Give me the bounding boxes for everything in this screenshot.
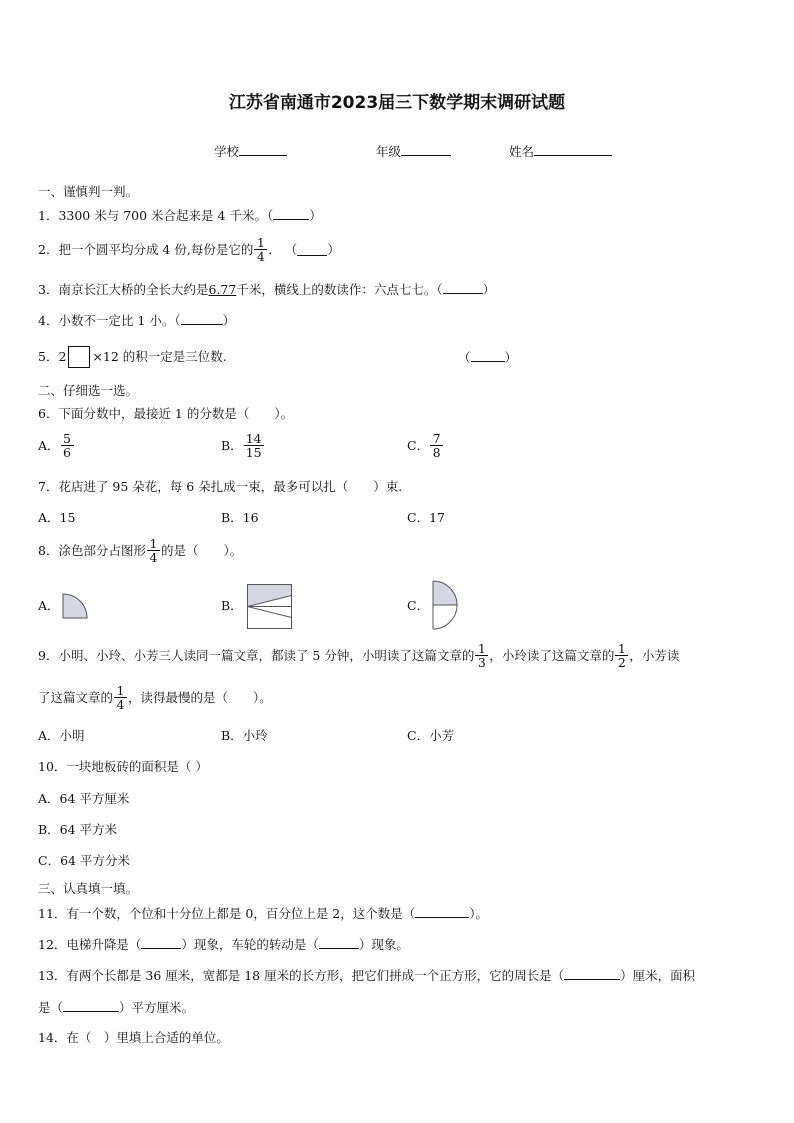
- q2-answer-blank[interactable]: [297, 243, 327, 256]
- q6-option-c-fraction: [431, 432, 442, 459]
- q13-answer-blank-1[interactable]: [564, 967, 620, 980]
- q6-c-denominator: 8: [432, 445, 441, 460]
- name-field: [509, 142, 612, 160]
- q6-b-denominator: 15: [245, 445, 262, 460]
- school-blank[interactable]: [239, 142, 287, 156]
- q9-text-2: ，小玲读了这篇文章的: [489, 647, 615, 663]
- question-6: 6．下面分数中，最接近 1 的分数是（ ）。: [38, 406, 294, 421]
- q9-f3-denominator: 4: [116, 697, 125, 712]
- q3-underlined-value: 6.77: [208, 282, 237, 297]
- name-blank[interactable]: [534, 142, 612, 156]
- q13-text-2: ）厘米，面积: [620, 968, 696, 983]
- q9-option-c[interactable]: C．小芳: [407, 728, 455, 743]
- question-3: [38, 281, 495, 298]
- question-11: [38, 905, 488, 922]
- q11-post: ）。: [469, 906, 489, 921]
- q8-option-b-label[interactable]: B．: [221, 598, 243, 613]
- q3-post: 千米，横线上的数读作：六点七七。（: [236, 282, 443, 297]
- q10-option-a[interactable]: A．64 平方厘米: [38, 791, 130, 806]
- q6-option-b-label: B．: [221, 437, 243, 453]
- q1-answer-blank[interactable]: [273, 207, 309, 220]
- q3-answer-blank[interactable]: [443, 281, 483, 294]
- q11-answer-blank[interactable]: [415, 905, 469, 918]
- question-12: [38, 936, 409, 953]
- q8-denominator: 4: [149, 550, 158, 565]
- q6-option-a[interactable]: [38, 432, 75, 459]
- question-5: [38, 346, 227, 368]
- q9-f3-numerator: 1: [116, 683, 125, 698]
- q6-b-numerator: 14: [245, 431, 262, 446]
- q3-text: 3．南京长江大桥的全长大约是: [38, 282, 209, 297]
- q4-close: ）: [222, 313, 236, 328]
- q13-answer-blank-2[interactable]: [63, 999, 119, 1012]
- section-heading-2: 二、仔细选一选。: [38, 383, 139, 398]
- section-heading-1: 一、谨慎判一判。: [38, 184, 139, 199]
- page-title: 江苏省南通市2023届三下数学期末调研试题: [228, 93, 566, 113]
- question-4: [38, 312, 235, 329]
- q13-text-3: 是（: [38, 1000, 64, 1015]
- q8-fraction: [148, 537, 159, 564]
- q2-post: ． （: [268, 241, 298, 257]
- q10-option-c[interactable]: C．64 平方分米: [38, 853, 130, 868]
- name-label: 姓名: [509, 144, 535, 159]
- q8-option-a-quarter-circle-figure[interactable]: [62, 593, 88, 619]
- q5-close: ）: [504, 350, 518, 365]
- q12-answer-blank-2[interactable]: [319, 936, 359, 949]
- q13-text-1: 13．有两个长都是 36 厘米，宽都是 18 厘米的长方形，把它们拼成一个正方形，它的周长是（: [38, 968, 565, 983]
- q7-option-b[interactable]: B．16: [221, 510, 259, 525]
- q5-answer: [458, 349, 517, 366]
- q8-post: 的是（ ）。: [160, 542, 243, 558]
- q9-text-3: ，小芳读: [629, 647, 680, 663]
- q9-f1-numerator: 1: [477, 641, 486, 656]
- q2-denominator: 4: [256, 249, 265, 264]
- q9-option-b[interactable]: B．小玲: [221, 728, 268, 743]
- section-heading-3: 三、认真填一填。: [38, 881, 139, 896]
- q9-option-a[interactable]: A．小明: [38, 728, 85, 743]
- q8-option-c-semicircle-figure[interactable]: [431, 580, 461, 632]
- question-8: [38, 537, 242, 564]
- q12-text-3: ）现象。: [358, 937, 409, 952]
- q6-option-b-fraction: [245, 432, 263, 459]
- q1-text: 1．3300 米与 700 米合起来是 4 千米。（: [38, 208, 274, 223]
- q9-f2-denominator: 2: [617, 655, 626, 670]
- q6-option-c-label: C．: [407, 437, 430, 453]
- q5-text: 5．2: [38, 349, 67, 364]
- q6-option-a-label: A．: [38, 437, 60, 453]
- q9-text-5: ，读得最慢的是（ ）。: [128, 689, 272, 705]
- grade-blank[interactable]: [401, 142, 451, 156]
- q8-numerator: 1: [149, 536, 158, 551]
- q9-f1-denominator: 3: [477, 655, 486, 670]
- question-7: 7．花店进了 95 朵花，每 6 朵扎成一束，最多可以扎（ ）束.: [38, 479, 403, 494]
- q12-answer-blank-1[interactable]: [141, 936, 181, 949]
- q3-close: ）: [482, 282, 496, 297]
- q7-option-c[interactable]: C．17: [407, 510, 445, 525]
- q2-text: 2．把一个圆平均分成 4 份,每份是它的: [38, 241, 254, 257]
- q4-text: 4．小数不一定比 1 小。（: [38, 313, 181, 328]
- q7-option-a[interactable]: A．15: [38, 510, 76, 525]
- q11-text: 11．有一个数，个位和十分位上都是 0，百分位上是 2，这个数是（: [38, 906, 416, 921]
- q9-fraction-1: [476, 642, 487, 669]
- q8-text: 8．涂色部分占图形: [38, 542, 146, 558]
- question-9-line-2: [38, 684, 272, 711]
- q5-post: ×12 的积一定是三位数.: [92, 349, 227, 364]
- q2-fraction: [255, 236, 266, 263]
- q6-option-a-fraction: [62, 432, 73, 459]
- q9-text-1: 9．小明、小玲、小芳三人读同一篇文章，都读了 5 分钟，小明读了这篇文章的: [38, 647, 475, 663]
- q8-option-c-label[interactable]: C．: [407, 598, 430, 613]
- q6-option-b[interactable]: [221, 432, 265, 459]
- q10-option-b[interactable]: B．64 平方米: [38, 822, 118, 837]
- q2-numerator: 1: [256, 235, 265, 250]
- q5-digit-box[interactable]: [68, 346, 90, 368]
- school-label: 学校: [214, 144, 240, 159]
- q5-answer-blank[interactable]: [471, 349, 505, 362]
- q12-text-1: 12．电梯升降是（: [38, 937, 142, 952]
- q4-answer-blank[interactable]: [181, 312, 223, 325]
- question-14: 14．在（ ）里填上合适的单位。: [38, 1030, 229, 1045]
- q13-text-4: ）平方厘米。: [119, 1000, 195, 1015]
- question-2: [38, 236, 340, 263]
- q6-a-denominator: 6: [63, 445, 71, 460]
- question-9-line-1: [38, 642, 679, 669]
- question-13-line-1: [38, 967, 695, 984]
- question-1: [38, 207, 322, 224]
- q6-option-c[interactable]: [407, 432, 444, 459]
- q9-f2-numerator: 1: [617, 641, 626, 656]
- q9-text-4: 了这篇文章的: [38, 689, 114, 705]
- q8-option-b-square-figure[interactable]: [247, 584, 293, 630]
- q6-c-numerator: 7: [432, 431, 441, 446]
- question-13-line-2: [38, 999, 194, 1016]
- q12-text-2: ）现象，车轮的转动是（: [181, 937, 319, 952]
- q8-option-a-label[interactable]: A．: [38, 598, 60, 613]
- grade-label: 年级: [376, 144, 402, 159]
- q5-open: （: [458, 350, 471, 365]
- q6-a-numerator: 5: [63, 431, 71, 446]
- question-10: 10．一块地板砖的面积是（ ）: [38, 759, 208, 774]
- school-field: [214, 142, 287, 160]
- grade-field: [376, 142, 451, 160]
- q2-close: ）: [327, 241, 340, 257]
- q1-close: ）: [309, 208, 322, 223]
- q9-fraction-2: [616, 642, 627, 669]
- q9-fraction-3: [115, 684, 126, 711]
